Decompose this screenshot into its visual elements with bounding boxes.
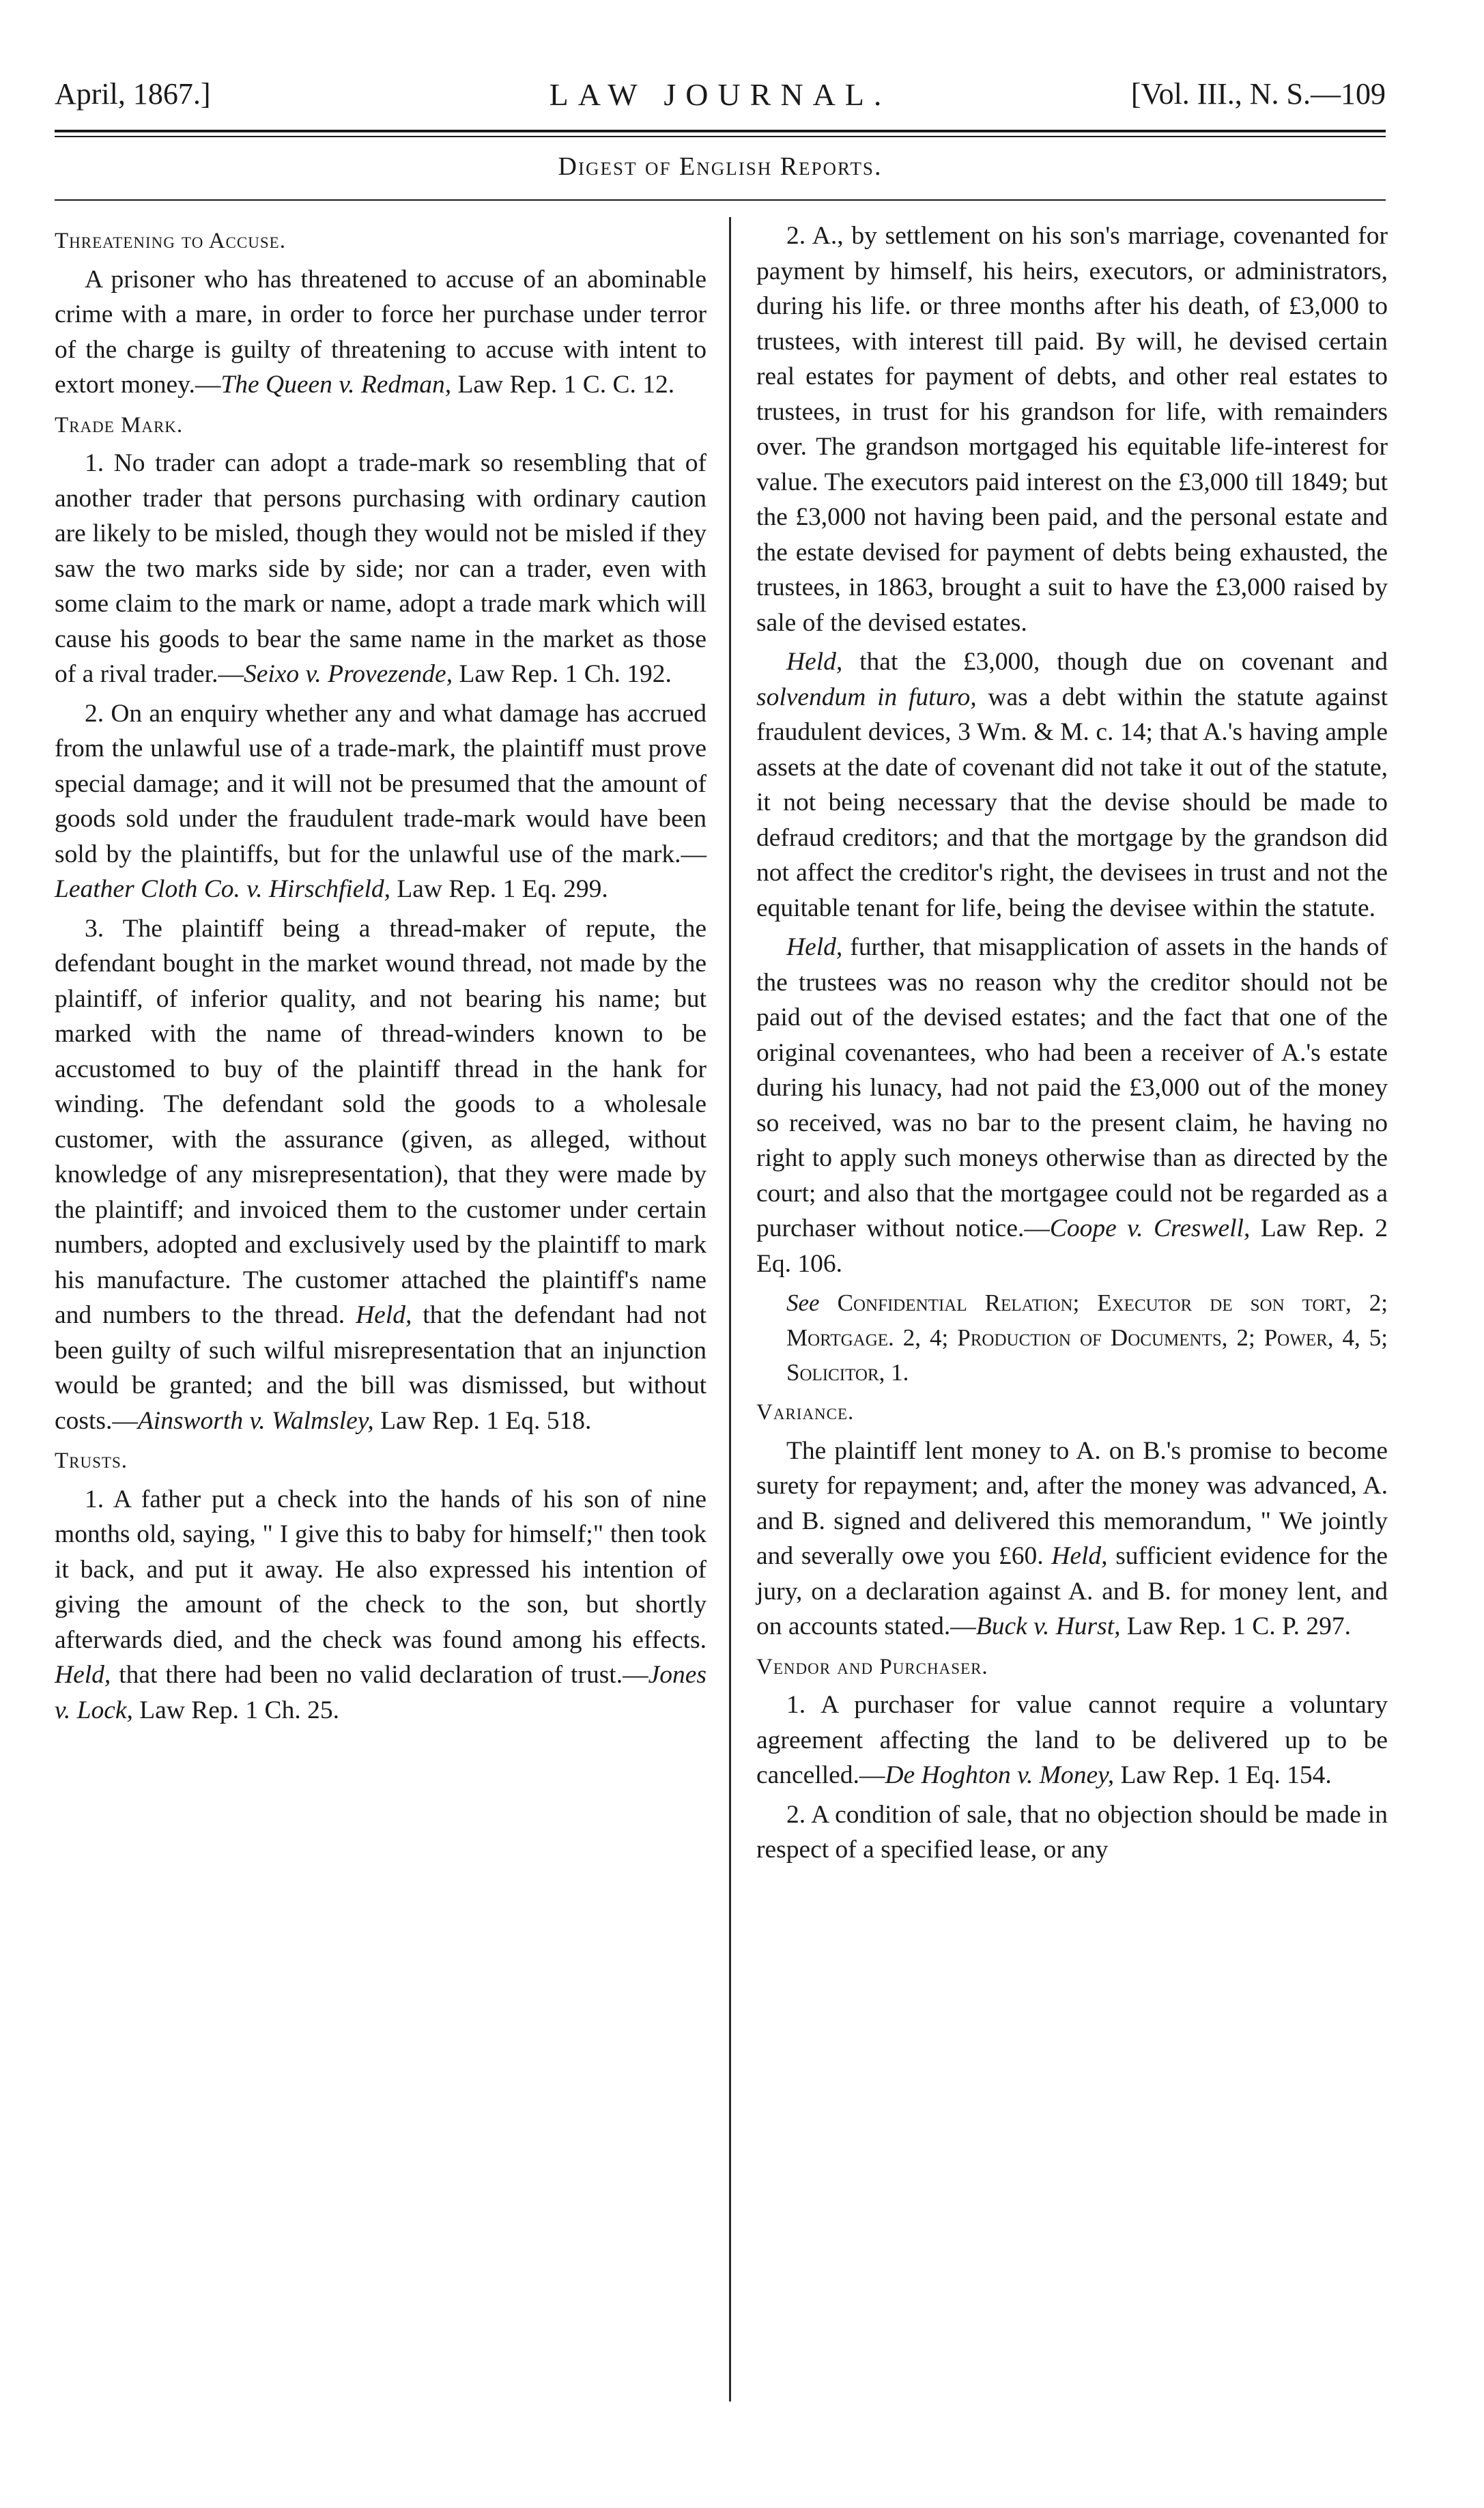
citation: Law Rep. 1 C. P. 297.	[1120, 1612, 1352, 1640]
paragraph-variance	[756, 1434, 1388, 1644]
subtitle-rule	[55, 199, 1386, 201]
para-text: that there had been no valid declaration of trust.—	[111, 1661, 648, 1689]
heading-variance: Variance.	[756, 1400, 855, 1425]
heading-trusts: Trusts.	[55, 1449, 128, 1473]
volume-page: [Vol. III., N. S.—109	[1130, 77, 1386, 111]
held-label: Held,	[1051, 1542, 1108, 1570]
issue-date: April, 1867.]	[55, 77, 211, 111]
case-name: Jones v. Lock,	[55, 1661, 707, 1724]
para-text: 1. A father put a check into the hands of his son of nine months old, saying, " I give this to baby for himself;" then took it back, and put it away. He also expressed his intention of giving the amount of the check to the son, but shortly afterwards died, and the check was found among his effects.	[55, 1485, 707, 1654]
para-text: was a debt within the statute against fraudulent devices, 3 Wm. & M. c. 14; that A.'s having ample assets at the date of covenant did not take it out of the statute, it not being necessary that the devise should be made to defraud creditors; and that the mortgage by the grandson did not affect the creditor's right, the devisees in trust and not the equitable tenant for life, being the devisee within the statute.	[756, 683, 1388, 922]
case-name: Buck v. Hurst,	[975, 1612, 1121, 1640]
heading-trade-mark: Trade Mark.	[55, 412, 184, 438]
case-name: The Queen v. Redman,	[220, 371, 452, 399]
para-text: 1. No trader can adopt a trade-mark so resembling that of another trader that persons purchasing with ordinary caution are likely to be misled, though they would not be misled if they saw the two marks side by side; nor can a trader, even with some claim to the mark or name, adopt a trade mark which will cause his goods to bear the same name in the market as those of a rival trader.—	[55, 449, 707, 688]
held-label: Held,	[55, 1661, 111, 1689]
section-subtitle: Digest of English Reports.	[558, 152, 883, 181]
right-column	[756, 218, 1388, 1872]
para-text: 3. The plaintiff being a thread-maker of repute, the defendant bought in the market wound thread, not made by the plaintiff, of inferior quality, and not bearing his name; but marked with the name of thread-winders known to be accustomed to buy of the plaintiff thread in the hank for winding. The defendant sold the goods to a wholesale customer, with the assurance (given, as alleged, without knowledge of any misrepresentation), that they were made by the plaintiff; and invoiced them to the customer under certain numbers, adopted and exclusively used by the plaintiff to mark his manufacture. The customer attached the plaintiff's name and numbers to the thread.	[55, 914, 707, 1329]
citation: Law Rep. 1 Ch. 25.	[132, 1696, 339, 1724]
heading-threatening: Threatening to Accuse.	[55, 229, 286, 253]
header-rule-thick	[55, 130, 1386, 132]
paragraph-threatening	[55, 262, 707, 403]
paragraph-trusts-2-further	[756, 930, 1388, 1281]
see-label: See	[786, 1289, 820, 1316]
left-column	[55, 218, 707, 1732]
citation: Law Rep. 1 Eq. 518.	[373, 1406, 592, 1435]
journal-title: LAW JOURNAL.	[549, 77, 891, 112]
para-text: sufficient evidence for the jury, on a declaration against A. and B. for money lent, and on accounts stated.—	[756, 1542, 1388, 1640]
header-rule-thin	[55, 136, 1386, 137]
held-label: Held,	[356, 1301, 412, 1329]
paragraph-trusts-2-held	[756, 644, 1388, 926]
see-also-references	[756, 1285, 1388, 1390]
para-text: 2. On an enquiry whether any and what damage has accrued from the unlawful use of a trade-mark, the plaintiff must prove special damage; and it will not be presumed that the amount of goods sold under the fraudulent trade-mark would have been sold by the plaintiffs, but for the unlawful use of the mark.—	[55, 699, 707, 868]
paragraph-trade-mark-2	[55, 696, 707, 907]
citation: Law Rep. 1 Eq. 154.	[1114, 1761, 1332, 1789]
para-text: further, that misapplication of assets in the hands of the trustees was no reason why the creditor should not be paid out of the devised estates; and the fact that one of the original covenantees, who had been a receiver of A.'s estate during his lunacy, had not paid the £3,000 out of the money so received, was no bar to the present claim, he having no right to apply such moneys otherwise than as directed by the court; and also that the mortgagee could not be regarded as a purchaser without notice.—	[756, 933, 1388, 1242]
page-header	[55, 76, 1386, 117]
paragraph-vendor-1	[756, 1687, 1388, 1793]
see-refs: Confidential Relation; Executor de son tort, 2; Mortgage. 2, 4; Production of Documents, 2; Power, 4, 5; Solicitor, 1.	[786, 1289, 1388, 1386]
heading-vendor-purchaser: Vendor and Purchaser.	[756, 1654, 988, 1679]
citation: Law Rep. 1 C. C. 12.	[451, 371, 675, 399]
paragraph-vendor-2	[756, 1797, 1388, 1868]
citation: Law Rep. 2 Eq. 106.	[756, 1214, 1388, 1278]
para-text: 1. A purchaser for value cannot require a voluntary agreement affecting the land to be delivered up to be cancelled.—	[756, 1691, 1388, 1789]
paragraph-trade-mark-1	[55, 446, 707, 692]
para-text: A prisoner who has threatened to accuse of an abominable crime with a mare, in order to force her purchase under terror of the charge is guilty of threatening to accuse with intent to extort money.—	[55, 265, 707, 399]
para-text: 2. A., by settlement on his son's marriage, covenanted for payment by himself, his heirs, executors, or administrators, during his life. or three months after his death, of £3,000 to trustees, with interest till paid. By will, he devised certain real estates for payment of debts, and other real estates to trustees, in trust for his grandson for life, with remainders over. The grandson mortgaged his equitable life-interest for value. The executors paid interest on the £3,000 till 1849; but the £3,000 not having been paid, and the personal estate and the estate devised for payment of debts being exhausted, the trustees, in 1863, brought a suit to have the £3,000 raised by sale of the devised estates.	[756, 222, 1388, 637]
para-text: that the £3,000, though due on covenant and	[842, 648, 1388, 676]
held-label: Held,	[786, 933, 843, 961]
case-name: Leather Cloth Co. v. Hirschfield,	[55, 875, 390, 903]
case-name: Seixo v. Provezende,	[243, 660, 453, 688]
held-label: Held,	[786, 648, 843, 676]
para-text: The plaintiff lent money to A. on B.'s promise to become surety for repayment; and, after the money was advanced, A. and B. signed and delivered this memorandum, " We jointly and severally owe you £60.	[756, 1436, 1388, 1570]
paragraph-trusts-2	[756, 218, 1388, 640]
para-text: that the defendant had not been guilty of such wilful misrepresentation that an injunction would be granted; and the bill was dismissed, but without costs.—	[55, 1301, 707, 1435]
column-divider	[729, 217, 731, 2402]
paragraph-trusts-1	[55, 1482, 707, 1728]
citation: Law Rep. 1 Ch. 192.	[453, 660, 672, 688]
case-name: Coope v. Creswell,	[1049, 1214, 1251, 1242]
paragraph-trade-mark-3	[55, 911, 707, 1439]
citation: Law Rep. 1 Eq. 299.	[390, 875, 608, 903]
latin-phrase: solvendum in futuro,	[756, 683, 977, 711]
para-text: 2. A condition of sale, that no objection should be made in respect of a specified lease, or any	[756, 1800, 1388, 1864]
case-name: Ainsworth v. Walmsley,	[137, 1406, 374, 1435]
case-name: De Hoghton v. Money,	[885, 1761, 1115, 1789]
